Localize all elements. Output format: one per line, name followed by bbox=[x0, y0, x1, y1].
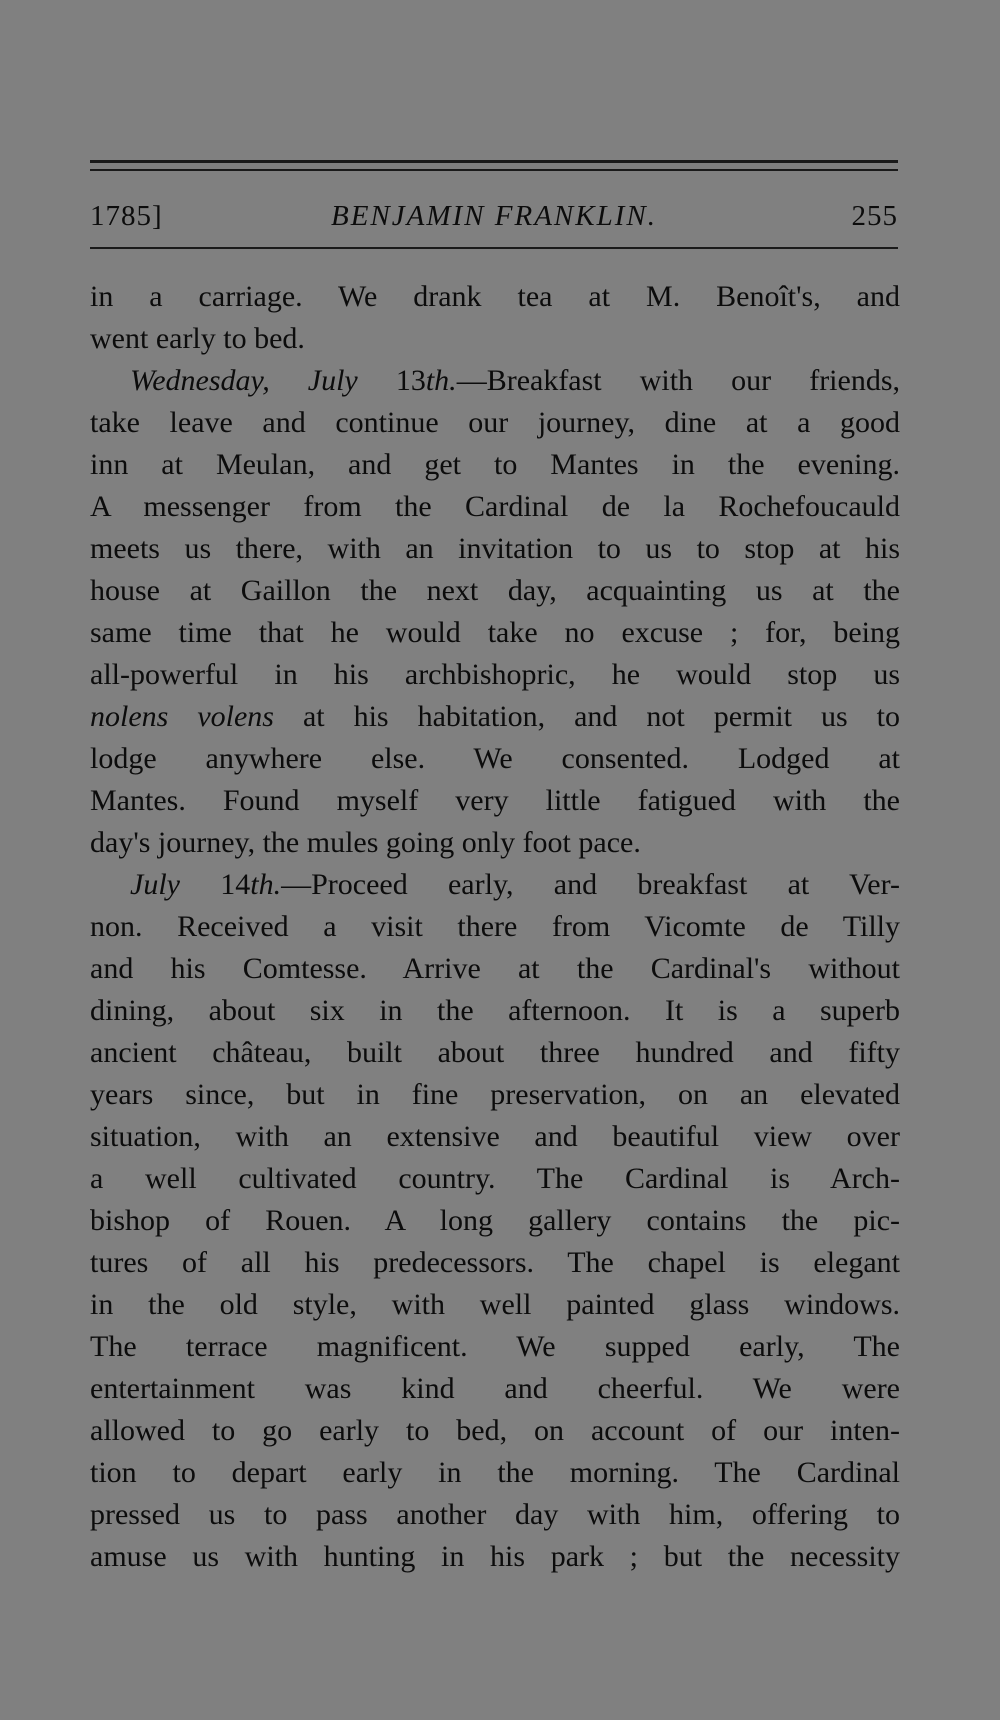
text-line: bishop of Rouen. A long gallery contains the pic- bbox=[90, 1204, 900, 1237]
text-line: tion to depart early in the morning. The Cardinal bbox=[90, 1456, 900, 1489]
text-line: Mantes. Found myself very little fatigued with the bbox=[90, 784, 900, 817]
text-line: take leave and continue our journey, dine at a good bbox=[90, 406, 900, 439]
body-text bbox=[90, 276, 900, 1578]
entry-date: July bbox=[130, 868, 180, 901]
text-line: entertainment was kind and cheerful. We were bbox=[90, 1372, 900, 1405]
text-line: lodge anywhere else. We consented. Lodged at bbox=[90, 742, 900, 775]
text-line-entry-date: Wednesday, July 13th.—Breakfast with our friends, bbox=[130, 364, 901, 397]
running-head bbox=[90, 196, 898, 236]
text-line: ancient château, built about three hundred and fifty bbox=[90, 1036, 900, 1069]
text-line: The terrace magnificent. We supped early, The bbox=[90, 1330, 900, 1363]
text-line: nolens volens at his habitation, and not permit us to bbox=[90, 700, 901, 733]
text-line: A messenger from the Cardinal de la Rochefoucauld bbox=[90, 490, 900, 523]
text-line: non. Received a visit there from Vicomte de Tilly bbox=[90, 910, 900, 943]
text-line-entry-date: July 14th.—Proceed early, and breakfast at Ver- bbox=[130, 868, 900, 901]
header-rule-bottom bbox=[90, 247, 898, 249]
text-line: in a carriage. We drank tea at M. Benoît's, and bbox=[90, 280, 900, 313]
text-line: meets us there, with an invitation to us to stop at his bbox=[90, 532, 900, 565]
running-head-title: BENJAMIN FRANKLIN. bbox=[331, 200, 657, 232]
text-line: inn at Meulan, and get to Mantes in the evening. bbox=[90, 448, 900, 481]
header-rule-top-thin bbox=[90, 169, 898, 171]
text-line: in the old style, with well painted glass windows. bbox=[90, 1288, 900, 1321]
text-line: allowed to go early to bed, on account of our inten- bbox=[90, 1414, 900, 1447]
entry-date: Wednesday, July bbox=[130, 364, 358, 397]
text-line: a well cultivated country. The Cardinal is Arch- bbox=[90, 1162, 900, 1195]
page-number: 255 bbox=[851, 200, 898, 232]
running-head-year: 1785] bbox=[90, 200, 163, 232]
latin-phrase: nolens volens bbox=[90, 700, 274, 733]
text-line: same time that he would take no excuse ; for, being bbox=[90, 616, 900, 649]
text-line: years since, but in fine preservation, on an elevated bbox=[90, 1078, 900, 1111]
text-line: all-powerful in his archbishopric, he would stop us bbox=[90, 658, 900, 691]
text-line: and his Comtesse. Arrive at the Cardinal's without bbox=[90, 952, 900, 985]
text-line: day's journey, the mules going only foot pace. bbox=[90, 826, 641, 859]
header-rule-top bbox=[90, 160, 898, 163]
text-line: house at Gaillon the next day, acquainting us at the bbox=[90, 574, 900, 607]
text-line: tures of all his predecessors. The chapel is elegant bbox=[90, 1246, 900, 1279]
text-line: dining, about six in the afternoon. It is a superb bbox=[90, 994, 900, 1027]
text-line: situation, with an extensive and beautiful view over bbox=[90, 1120, 900, 1153]
text-line: pressed us to pass another day with him, offering to bbox=[90, 1498, 900, 1531]
text-line: went early to bed. bbox=[90, 322, 305, 355]
text-line: amuse us with hunting in his park ; but the necessity bbox=[90, 1540, 900, 1573]
